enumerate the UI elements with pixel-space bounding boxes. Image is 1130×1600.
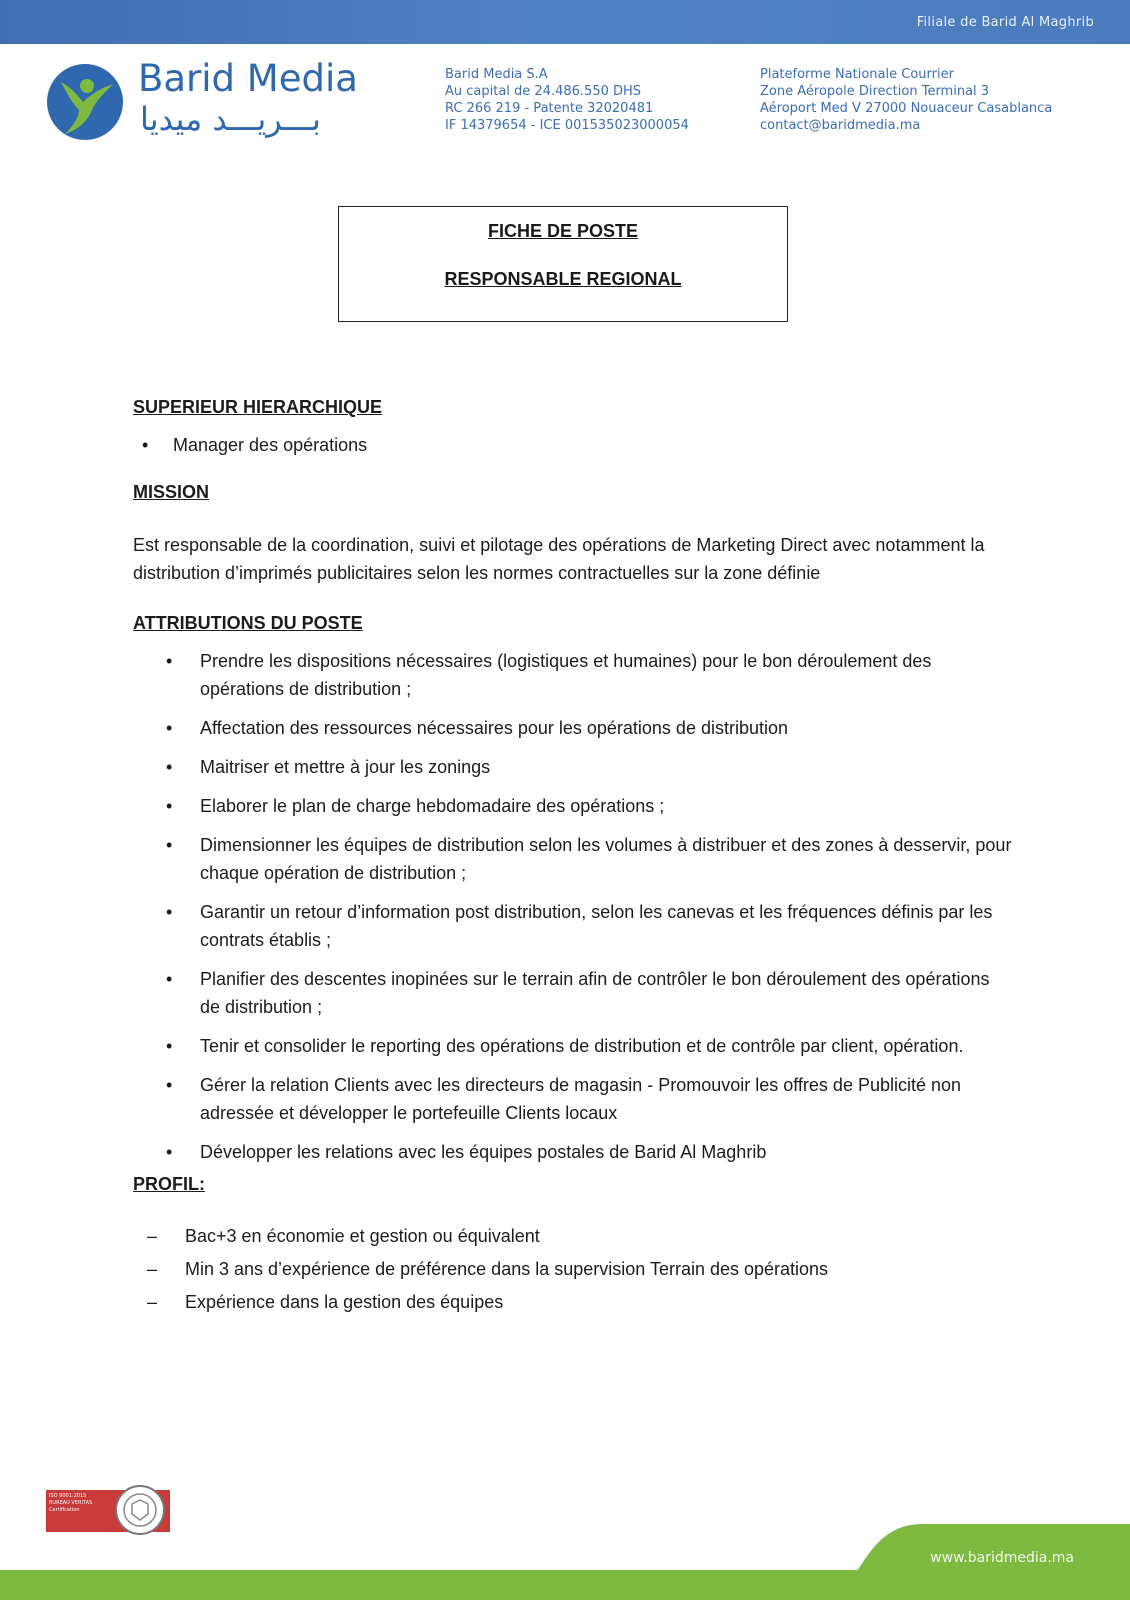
company-line: RC 266 219 - Patente 32020481 [445, 101, 654, 116]
dash-icon: – [147, 1292, 158, 1312]
mission-heading: MISSION [133, 482, 210, 502]
bullet-icon: • [166, 1036, 173, 1056]
list-item: • Dimensionner les équipes de distribution selon les volumes à distribuer et des zones à desservir, pour chaque opération de distribution ; [133, 831, 1013, 887]
contact-email[interactable]: contact@baridmedia.ma [760, 118, 921, 133]
bullet-icon: • [166, 969, 173, 989]
job-title: RESPONSABLE REGIONAL [444, 269, 682, 289]
list-item: • Planifier des descentes inopinées sur le terrain afin de contrôler le bon déroulement des opérations de distribution ; [133, 965, 1013, 1021]
attributions-heading: ATTRIBUTIONS DU POSTE [133, 613, 363, 633]
cert-text: ISO 9001:2015 BUREAU VERITAS Certification [49, 1493, 93, 1513]
list-item: – Expérience dans la gestion des équipes [133, 1288, 1013, 1316]
logo-arabic-wordmark: بـــريـــد ميديا [140, 100, 321, 138]
profil-heading: PROFIL: [133, 1174, 205, 1194]
superieur-list [133, 431, 1013, 459]
attributions-list [133, 647, 1013, 1166]
logo-wordmark: Barid Media [138, 57, 358, 100]
company-line: Barid Media S.A [445, 67, 548, 82]
bullet-icon: • [142, 435, 149, 455]
address-line: Plateforme Nationale Courrier [760, 67, 954, 82]
list-item: – Bac+3 en économie et gestion ou équivalent [133, 1222, 1013, 1250]
document-title: FICHE DE POSTE [487, 221, 639, 241]
list-item: • Manager des opérations [133, 431, 1013, 459]
bullet-icon: • [166, 902, 173, 922]
list-item: • Gérer la relation Clients avec les directeurs de magasin - Promouvoir les offres de Publicité non adressée et développer le portefeuille Clients locaux [133, 1071, 1013, 1127]
document-body [133, 393, 1013, 1321]
bullet-icon: • [166, 651, 173, 671]
address-line: Aéroport Med V 27000 Nouaceur Casablanca [760, 101, 1053, 116]
superieur-heading: SUPERIEUR HIERARCHIQUE [133, 397, 383, 417]
mission-text: Est responsable de la coordination, suivi et pilotage des opérations de Marketing Direct avec notamment la distribution d’imprimés publicitaires selon les normes contractuelles sur la zone définie [133, 535, 985, 583]
list-item: • Elaborer le plan de charge hebdomadaire des opérations ; [133, 792, 1013, 820]
company-line: Au capital de 24.486.550 DHS [445, 84, 642, 99]
website-link[interactable]: www.baridmedia.ma [930, 1550, 1074, 1566]
list-item: – Min 3 ans d’expérience de préférence dans la supervision Terrain des opérations [133, 1255, 1013, 1283]
profil-list [133, 1222, 1013, 1316]
list-item: • Développer les relations avec les équipes postales de Barid Al Maghrib [133, 1138, 1013, 1166]
list-item: • Maitriser et mettre à jour les zonings [133, 753, 1013, 781]
bullet-icon: • [166, 796, 173, 816]
top-banner [0, 0, 1130, 44]
list-item: • Garantir un retour d’information post distribution, selon les canevas et les fréquences définis par les contrats établis ; [133, 898, 1013, 954]
company-info [445, 66, 689, 134]
list-item: • Prendre les dispositions nécessaires (logistiques et humaines) pour le bon déroulement des opérations de distribution ; [133, 647, 1013, 703]
list-item: • Affectation des ressources nécessaires pour les opérations de distribution [133, 714, 1013, 742]
dash-icon: – [147, 1259, 158, 1279]
list-item: • Tenir et consolider le reporting des opérations de distribution et de contrôle par client, opération. [133, 1032, 1013, 1060]
address-info [760, 66, 1052, 134]
bullet-icon: • [166, 718, 173, 738]
logo-icon [47, 64, 123, 140]
bullet-icon: • [166, 757, 173, 777]
filiale-label: Filiale de Barid Al Maghrib [916, 15, 1094, 30]
bullet-icon: • [166, 835, 173, 855]
address-line: Zone Aéropole Direction Terminal 3 [760, 84, 990, 99]
bullet-icon: • [166, 1142, 173, 1162]
title-box [338, 206, 788, 322]
dash-icon: – [147, 1226, 158, 1246]
bullet-icon: • [166, 1075, 173, 1095]
company-line: IF 14379654 - ICE 001535023000054 [445, 118, 689, 133]
